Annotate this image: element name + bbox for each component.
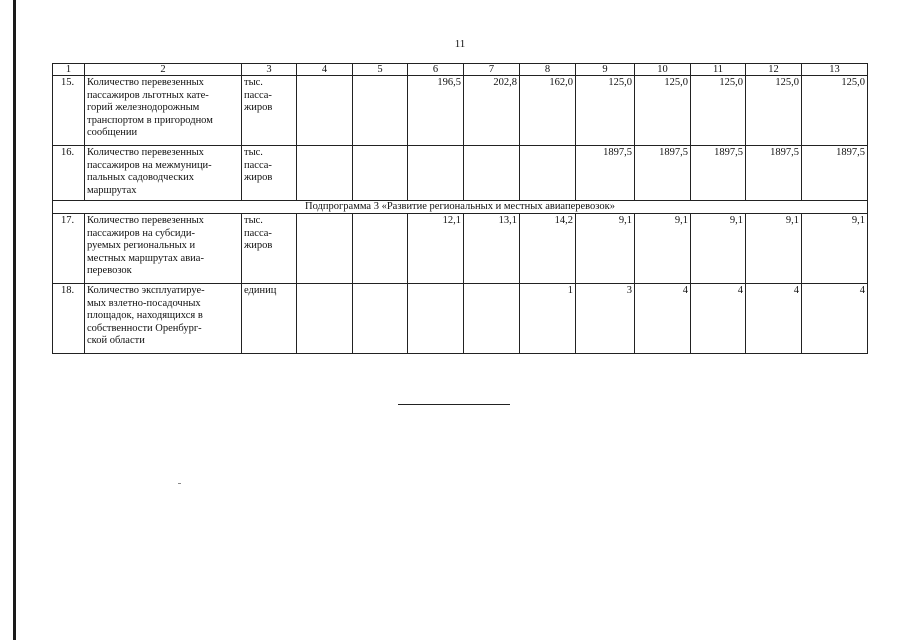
indicator-table	[52, 63, 868, 354]
indicator-name	[85, 284, 242, 354]
unit-line: жиров	[244, 102, 273, 113]
unit-line: пасса-	[244, 227, 272, 239]
indicator-name-line: транспортом в пригородном	[87, 114, 213, 126]
value-cell: 125,0	[691, 76, 746, 146]
value-cell: 125,0	[802, 76, 868, 146]
value-cell	[353, 214, 408, 284]
value-cell: 1897,5	[635, 146, 691, 201]
value-cell: 3	[576, 284, 635, 354]
value-cell	[297, 76, 353, 146]
indicator-name-line: площадок, находящихся в	[87, 310, 203, 321]
row-number: 16.	[53, 146, 85, 201]
unit-cell	[242, 146, 297, 201]
indicator-name-line: руемых региональных и	[87, 240, 196, 251]
value-cell: 4	[746, 284, 802, 354]
indicator-name-line: Количество перевезенных	[87, 215, 204, 226]
value-cell: 196,5	[408, 76, 464, 146]
table-row	[53, 284, 868, 354]
indicator-name-line: горий железнодорожным	[87, 102, 200, 113]
value-cell: 1897,5	[746, 146, 802, 201]
value-cell	[297, 214, 353, 284]
value-cell	[297, 284, 353, 354]
section-row	[53, 201, 868, 214]
section-title: Подпрограмма 3 «Развитие региональных и местных авиаперевозок»	[53, 201, 868, 214]
table-row	[53, 76, 868, 146]
column-header: 5	[353, 64, 408, 76]
indicator-name-line: пассажиров на межмуници-	[87, 159, 212, 171]
value-cell: 125,0	[576, 76, 635, 146]
value-cell: 1897,5	[802, 146, 868, 201]
unit-cell	[242, 214, 297, 284]
value-cell: 4	[802, 284, 868, 354]
column-header: 10	[635, 64, 691, 76]
footer-separator-line	[398, 404, 510, 405]
value-cell	[353, 284, 408, 354]
table-row	[53, 214, 868, 284]
page-number: 11	[454, 38, 466, 50]
value-cell	[353, 76, 408, 146]
unit-line: тыс.	[244, 77, 263, 88]
indicator-name	[85, 76, 242, 146]
column-header: 3	[242, 64, 297, 76]
column-header: 8	[520, 64, 576, 76]
value-cell	[520, 146, 576, 201]
unit-line: жиров	[244, 240, 273, 251]
indicator-name-line: Количество перевезенных	[87, 147, 204, 158]
unit-line: тыс.	[244, 147, 263, 158]
column-header: 9	[576, 64, 635, 76]
column-header: 13	[802, 64, 868, 76]
unit-line: пасса-	[244, 159, 272, 171]
value-cell: 14,2	[520, 214, 576, 284]
indicator-name-line: Количество перевезенных	[87, 77, 204, 88]
unit-cell	[242, 76, 297, 146]
value-cell	[408, 284, 464, 354]
value-cell: 12,1	[408, 214, 464, 284]
value-cell: 1897,5	[691, 146, 746, 201]
value-cell	[408, 146, 464, 201]
table-body	[53, 76, 868, 354]
indicator-name-line: сообщении	[87, 127, 138, 138]
unit-cell	[242, 284, 297, 354]
column-header: 7	[464, 64, 520, 76]
indicator-name-line: пассажиров льготных кате-	[87, 89, 209, 101]
value-cell	[464, 146, 520, 201]
value-cell: 9,1	[802, 214, 868, 284]
value-cell: 162,0	[520, 76, 576, 146]
indicator-name	[85, 146, 242, 201]
row-number: 17.	[53, 214, 85, 284]
unit-line: жиров	[244, 172, 273, 183]
scan-edge-line	[13, 0, 16, 640]
row-number: 15.	[53, 76, 85, 146]
scan-speck	[178, 483, 181, 484]
indicator-name-line: пальных садоводческих	[87, 172, 194, 183]
value-cell: 9,1	[576, 214, 635, 284]
indicator-name-line: собственности Оренбург-	[87, 322, 202, 334]
value-cell: 13,1	[464, 214, 520, 284]
value-cell: 125,0	[746, 76, 802, 146]
indicator-name-line: Количество эксплуатируе-	[87, 285, 205, 296]
indicator-name-line: местных маршрутах авиа-	[87, 252, 204, 264]
value-cell: 1	[520, 284, 576, 354]
unit-line: тыс.	[244, 215, 263, 226]
column-header: 11	[691, 64, 746, 76]
unit-line: единиц	[244, 285, 277, 296]
row-number: 18.	[53, 284, 85, 354]
value-cell: 9,1	[746, 214, 802, 284]
indicator-name-line: маршрутах	[87, 184, 137, 196]
value-cell	[297, 146, 353, 201]
value-cell: 4	[691, 284, 746, 354]
table-row	[53, 146, 868, 201]
indicator-name-line: мых взлетно-посадочных	[87, 297, 201, 309]
indicator-name	[85, 214, 242, 284]
column-header: 6	[408, 64, 464, 76]
indicator-name-line: перевозок	[87, 265, 132, 276]
value-cell	[353, 146, 408, 201]
value-cell: 4	[635, 284, 691, 354]
column-header: 2	[85, 64, 242, 76]
column-header: 12	[746, 64, 802, 76]
column-header: 1	[53, 64, 85, 76]
indicator-name-line: ской области	[87, 335, 145, 346]
value-cell: 9,1	[635, 214, 691, 284]
value-cell: 202,8	[464, 76, 520, 146]
value-cell: 1897,5	[576, 146, 635, 201]
indicator-name-line: пассажиров на субсиди-	[87, 227, 195, 239]
value-cell	[464, 284, 520, 354]
column-header: 4	[297, 64, 353, 76]
value-cell: 9,1	[691, 214, 746, 284]
value-cell: 125,0	[635, 76, 691, 146]
table-header-row	[53, 64, 868, 76]
unit-line: пасса-	[244, 89, 272, 101]
